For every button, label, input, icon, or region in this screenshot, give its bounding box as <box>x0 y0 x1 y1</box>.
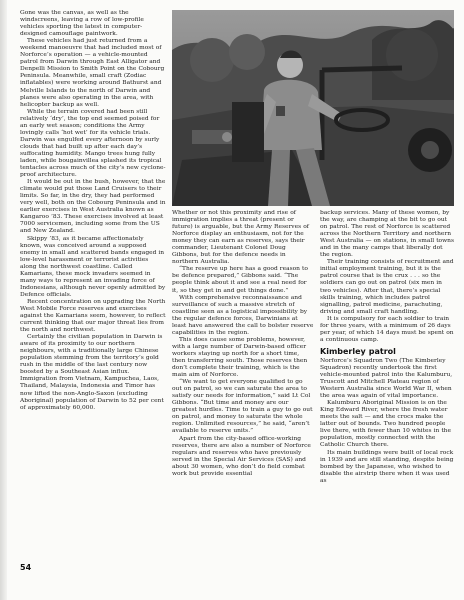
paragraph: Recent concentration on upgrading the North West Mobile Force reserves and exercises against the Kamarians seem, however, to reflect current thinking that our major threat lies from the north and northwest. <box>20 298 166 334</box>
paragraph: It would be out in the bush, however, that the climate would put those Land Cruisers to their limits. So far, in the dry, they had performed very well, both on the Cobourg Peninsula and in earlier exercises in West Australia known as Kangaroo ’83. These exercises involved at least 7000 servicemen, including some from the US and New Zealand. <box>20 179 166 235</box>
paragraph: While the terrain covered had been still relatively ‘dry’, the top end seemed poised for an early wet season; conditions the Army lovingly calls ‘hot wet’ for its vehicle trials. Darwin was engulfed every afternoon by surly clouds that had built up after each day’s suffocating humidity. Mango trees hung fully laden, while bougainvillea splashed its tropical tentacles across much of the city’s new cyclone-proof architecture. <box>20 108 166 179</box>
paragraph: Norforce’s Squadron Two (The Kimberley Squadron) recently undertook the first vehicle-mounted patrol into the Kalumburu, Truscott and Mitchell Plateau region of Western Australia since World War II, when the area was again of vital importance. <box>320 357 453 400</box>
text-column-2 <box>172 210 314 558</box>
section-heading: Kimberley patrol <box>320 346 396 356</box>
page-binding-shadow <box>0 0 7 600</box>
paragraph: It is compulsory for each soldier to train for three years, with a minimum of 26 days per year, of which 14 days must be spent on a continuous camp. <box>320 315 454 343</box>
paragraph: Gone was the canvas, as well as the windscreens, leaving a row of low-profile vehicles sporting the latest in computer-designed camouflage paintwork. <box>20 10 144 38</box>
paragraph: Its main buildings were built of local rock in 1939 and are still standing, despite being bombed by the Japanese, who wished to disable the airstrip there when it was used as <box>320 449 454 484</box>
paragraph: Whether or not this proximity and rise of immigration implies a threat (present or future) is arguable, but the Army Reserves of Norforce display an enthusiasm, not for the money they can earn as reserves, says their commander, Lieutenant Colonel Doug Gibbons, but for the defence needs in northern Australia. <box>172 210 309 266</box>
soldier-in-vehicle-photo <box>172 10 454 206</box>
paragraph: With comprehensive reconnaissance and surveillance of such a massive stretch of coastline seen as a logistical impossibility by the regular defence forces, Darwinians at least have answered the call to bolster reserve capabilities in the region. <box>172 294 314 336</box>
paragraph: “We want to get everyone qualified to go out on patrol, so we can saturate the area to satisfy our needs for information,” said Lt Col Gibbons. “But time and money are our greatest hurdles. Time to train a guy to go out on patrol, and money to saturate the whole region. Unlimited resources,” he said, “aren’t available to reserve units.” <box>172 379 313 435</box>
text-column-1 <box>20 10 166 555</box>
paragraph: Kalumburu Aboriginal Mission is on the King Edward River, where the fresh water meets the salt — and the crocs make the latter out of bounds. Two hundred people live there, with fewer than 10 whites in the population, mostly connected with the Catholic Church there. <box>320 400 451 449</box>
paragraph: Apart from the city-based office-working reserves, there are also a number of Norforce regulars and reserves who have previously served in the Special Air Services (SAS) and about 30 women, who don’t do field combat work but provide essential <box>172 435 311 477</box>
text-column-3 <box>320 210 454 558</box>
paragraph: “The reserve up here has a good reason to be defence prepared,” Gibbons said. “The people think about it and see a real need for it, so they get in and get things done.” <box>172 266 308 294</box>
paragraph: backup services. Many of these women, by the way, are champing at the bit to go out on patrol. The rest of Norforce is scattered across the Northern Territory and northern West Australia — on stations, in small towns and in the many camps that liberally dot the region. <box>320 210 454 259</box>
paragraph: Skippy ’83, as it became affectionately known, was conceived around a supposed enemy in small and scattered bands engaged in low-level harassment or terrorist activities along the northwest coastline. Called Kamarians, these mock invaders seemed in many ways to represent an invading force of Indonesians, although never openly admitted by Defence officials. <box>20 235 166 298</box>
paragraph: Their training consists of recruitment and initial employment training, but it is the patrol course that is the crux . . . so the soldiers can go out on patrol (six men in two vehicles). After that, there’s special skills training, which includes patrol signalling, patrol medicine, parachuting, driving and small craft handling. <box>320 259 454 315</box>
page-number: 54 <box>20 563 32 572</box>
paragraph: Certainly the civilian population in Darwin is aware of its proximity to our northern neighbours, with a traditionally large Chinese population stemming from the territory’s gold rush in the middle of the last century now boosted by a Southeast Asian influx. Immigration from Vietnam, Kampuchea, Laos, Thailand, Malaysia, Indonesia and Timor has now lifted the non-Anglo-Saxon (excluding Aboriginal) population of Darwin to 52 per cent of approximately 60,000. <box>20 334 164 411</box>
paragraph: These vehicles had just returned from a weekend manoeuvre that had included most of Norforce’s operation — a vehicle-mounted patrol from Darwin through East Alligator and Denpelli Mission to Smith Point on the Cobourg Peninsula. Meanwhile, small craft (Zodiac inflatables) were working around Bathurst and Melville Islands to the north of Darwin and planes were also operating in the area, with helicopter backup as well. <box>20 38 165 108</box>
paragraph: This does cause some problems, however, with a large number of Darwin-based officer workers staying up north for a short time, then transferring south. Those reserves then don’t complete their training, which is the main aim of Norforce. <box>172 336 308 379</box>
